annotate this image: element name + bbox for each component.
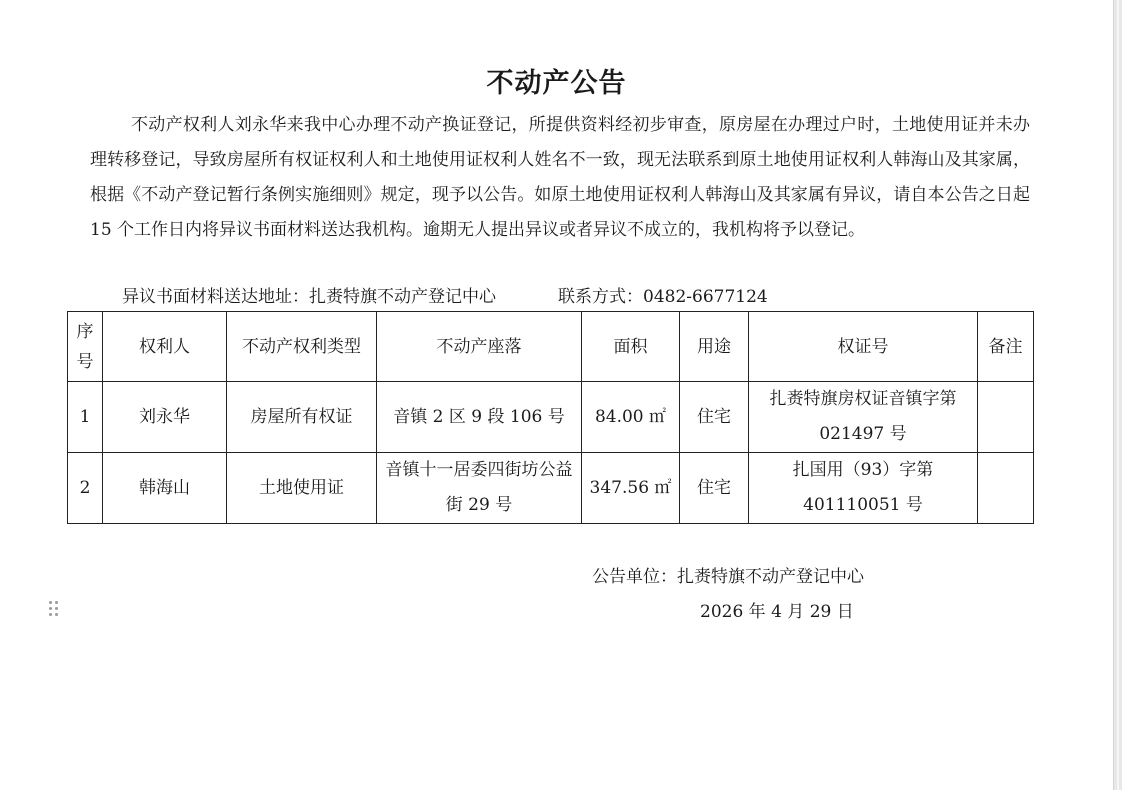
cell-certificate-no: 扎赉特旗房权证音镇字第 021497 号 bbox=[749, 382, 978, 453]
signing-unit: 公告单位：扎赉特旗不动产登记中心 bbox=[592, 567, 864, 587]
signing-date: 2026 年 4 月 29 日 bbox=[700, 602, 854, 622]
contact-phone: 联系方式：0482-6677124 bbox=[558, 287, 768, 307]
cell-right-type: 房屋所有权证 bbox=[227, 382, 377, 453]
cell-index: 1 bbox=[68, 382, 103, 453]
table-row bbox=[68, 382, 1034, 453]
cell-remarks bbox=[978, 453, 1034, 524]
header-usage: 用途 bbox=[680, 312, 749, 382]
cell-usage: 住宅 bbox=[680, 382, 749, 453]
cell-location: 音镇十一居委四街坊公益街 29 号 bbox=[377, 453, 582, 524]
cell-holder: 刘永华 bbox=[103, 382, 227, 453]
page-right-edge-highlight bbox=[1117, 0, 1119, 790]
cell-location: 音镇 2 区 9 段 106 号 bbox=[377, 382, 582, 453]
cell-usage: 住宅 bbox=[680, 453, 749, 524]
announcement-body: 不动产权利人刘永华来我中心办理不动产换证登记，所提供资料经初步审查，原房屋在办理过户时，土地使用证并未办理转移登记，导致房屋所有权证权利人和土地使用证权利人姓名不一致，现无法联系到原土地使用证权利人韩海山及其家属，根据《不动产登记暂行条例实施细则》规定，现予以公告。如原土地使用证权利人韩海山及其家属有异议，请自本公告之日起 15 个工作日内将异议书面材料送达我机构。逾期无人提出异议或者异议不成立的，我机构将予以登记。 bbox=[90, 115, 1030, 240]
header-location: 不动产座落 bbox=[377, 312, 582, 382]
cell-right-type: 土地使用证 bbox=[227, 453, 377, 524]
header-right-type: 不动产权利类型 bbox=[227, 312, 377, 382]
header-area: 面积 bbox=[582, 312, 680, 382]
page-title: 不动产公告 bbox=[486, 68, 627, 99]
table-header-row bbox=[68, 312, 1034, 382]
table-row bbox=[68, 453, 1034, 524]
cell-area: 347.56 ㎡ bbox=[582, 453, 680, 524]
header-index: 序号 bbox=[68, 312, 103, 382]
objection-address: 异议书面材料送达地址：扎赉特旗不动产登记中心 bbox=[122, 287, 496, 307]
cell-remarks bbox=[978, 382, 1034, 453]
property-table bbox=[67, 311, 1034, 524]
header-holder: 权利人 bbox=[103, 312, 227, 382]
drag-handle-icon[interactable] bbox=[49, 601, 59, 617]
cell-certificate-no: 扎国用（93）字第 401110051 号 bbox=[749, 453, 978, 524]
cell-holder: 韩海山 bbox=[103, 453, 227, 524]
cell-index: 2 bbox=[68, 453, 103, 524]
header-certificate-no: 权证号 bbox=[749, 312, 978, 382]
header-remarks: 备注 bbox=[978, 312, 1034, 382]
address-contact-line bbox=[122, 284, 768, 310]
cell-area: 84.00 ㎡ bbox=[582, 382, 680, 453]
